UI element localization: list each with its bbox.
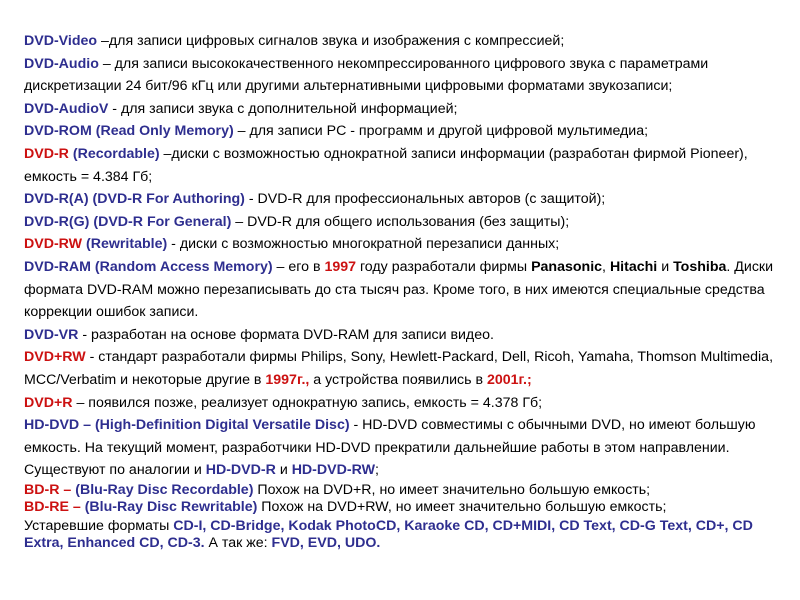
entry-term: HD-DVD-R: [205, 462, 276, 479]
entry-term: CD-I, CD-Bridge, Kodak PhotoCD, Karaoke CD, CD+MIDI, CD Text, CD-G Text, CD+, CD Extra, Enhanced CD, CD-3.: [24, 517, 753, 552]
entry-text: – его в: [276, 258, 325, 275]
entry-term: Hitachi: [609, 258, 658, 275]
entry-term: FVD, EVD, UDO.: [271, 535, 381, 552]
entry-term: DVD-Audio: [24, 55, 103, 72]
entry-text: – DVD-R для общего использования (без защиты);: [235, 213, 570, 230]
format-entry: [24, 30, 790, 53]
entry-term: DVD-VR: [24, 326, 83, 343]
format-entry: [24, 324, 790, 347]
format-entry: [24, 188, 790, 211]
entry-term: 1997: [324, 258, 356, 275]
entry-term: (Blu-Ray Disc Rewritable): [84, 499, 258, 516]
format-entry: [24, 120, 790, 143]
entry-text: Похож на DVD+RW, но имеет значительно большую емкость;: [257, 499, 667, 516]
entry-term: HD-DVD – (High-Definition Digital Versatile Disc): [24, 417, 354, 434]
entry-term: DVD-R(A) (DVD-R For Authoring): [24, 191, 249, 208]
entry-term: BD-RE –: [24, 499, 85, 516]
entry-term: Panasonic: [531, 258, 603, 275]
entry-text: а устройства появились в: [309, 371, 487, 388]
format-entry: [24, 518, 790, 553]
entry-text: ,: [602, 258, 610, 275]
entry-text: - DVD-R для профессиональных авторов (с защитой);: [248, 191, 606, 208]
format-entry: [24, 98, 790, 121]
entry-term: (Rewritable): [86, 236, 172, 253]
entry-text: и: [275, 462, 292, 479]
entry-term: DVD-RW: [24, 236, 87, 253]
entry-text: . Диски формата DVD-RAM можно перезаписывать до ста тысяч раз. Кроме того, в них имеются специальные средства коррекции ошибок записи.: [24, 258, 774, 321]
entry-term: DVD-R(G) (DVD-R For General): [24, 213, 236, 230]
entry-term: 2001г.;: [486, 371, 532, 388]
entry-text: – появился позже, реализует однократную запись, емкость = 4.378 Гб;: [76, 394, 543, 411]
format-entry: [24, 256, 790, 324]
format-entry: [24, 53, 790, 98]
entry-term: DVD+RW: [24, 349, 90, 366]
entry-text: - HD-DVD совместимы с обычными DVD, но имеют большую емкость. На текущий момент, разработчики HD-DVD прекратили дальнейшие работы в этом направлении. Существуют по аналогии и: [24, 417, 756, 479]
entry-text: –диски с возможностью однократной записи информации (разработан фирмой Pioneer), емкость = 4.384 Гб;: [24, 145, 748, 185]
entry-text: А так же:: [204, 535, 272, 552]
entry-term: DVD+R: [24, 394, 77, 411]
format-entry: [24, 143, 790, 188]
entry-term: (Recordable): [72, 145, 164, 162]
entry-text: - для записи звука с дополнительной информацией;: [112, 100, 458, 117]
entry-text: - разработан на основе формата DVD-RAM для записи видео.: [82, 326, 494, 343]
entry-term: DVD-AudioV: [24, 100, 113, 117]
format-entry: [24, 499, 790, 517]
entry-term: Toshiba: [673, 258, 727, 275]
entry-text: – для записи PC - программ и другой цифровой мультимедиа;: [237, 123, 649, 140]
entry-text: – для записи высококачественного некомпрессированного цифрового звука с параметрами дискретизации 24 бит/96 кГц или другими альтернативными цифровыми форматами звукозаписи;: [24, 55, 709, 95]
format-entry: [24, 233, 790, 256]
entry-term: BD-R –: [24, 481, 76, 498]
format-entry: [24, 211, 790, 234]
entry-term: DVD-RAM (Random Access Memory): [24, 258, 277, 275]
entry-text: Похож на DVD+R, но имеет значительно большую емкость;: [253, 481, 651, 498]
entry-term: (Blu-Ray Disc Recordable): [75, 481, 254, 498]
entry-term: DVD-R: [24, 145, 73, 162]
entry-text: и: [657, 258, 674, 275]
entry-text: - стандарт разработали фирмы Philips, Sony, Hewlett-Packard, Dell, Ricoh, Yamaha, Thomson Multimedia, MCC/Verbatim и некоторые другие в: [24, 349, 774, 388]
format-entry: [24, 482, 790, 500]
format-entry: [24, 346, 790, 391]
format-entry: [24, 414, 790, 482]
entry-text: году разработали фирмы: [356, 258, 532, 275]
entry-term: 1997г.,: [265, 371, 310, 388]
slide-body: [24, 30, 790, 553]
entry-term: HD-DVD-RW: [291, 462, 375, 479]
entry-text: Устаревшие форматы: [24, 517, 174, 534]
entry-text: –для записи цифровых сигналов звука и изображения с компрессией;: [101, 33, 565, 49]
entry-term: DVD-ROM (Read Only Memory): [24, 123, 238, 140]
entry-text: - диски с возможностью многократной перезаписи данных;: [171, 236, 560, 253]
format-entry: [24, 392, 790, 415]
entry-text: ;: [374, 462, 379, 479]
entry-term: DVD-Video: [24, 33, 101, 49]
